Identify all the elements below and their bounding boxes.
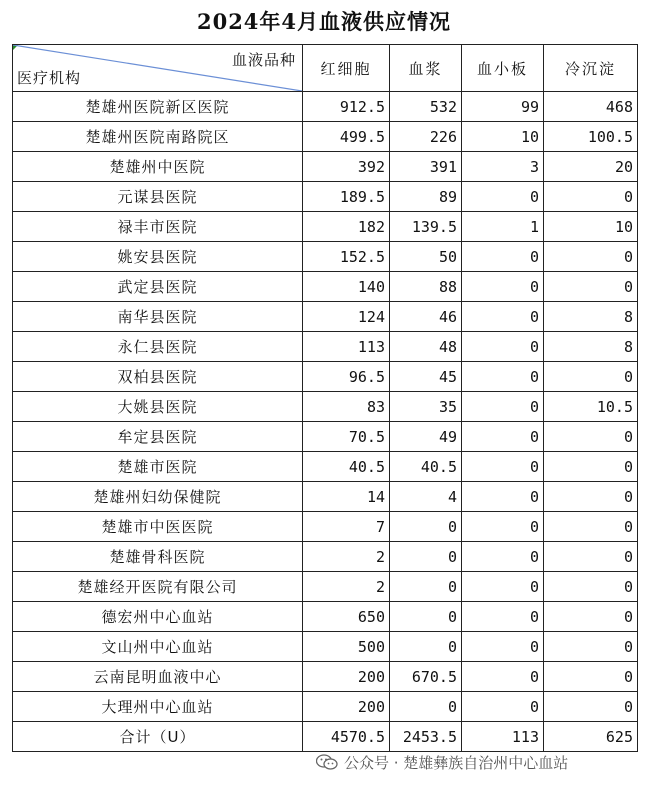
- value-cell-cryoprecipitate: 0: [544, 362, 638, 392]
- wechat-icon: [316, 754, 338, 770]
- value-cell-red-cells: 182: [303, 212, 390, 242]
- value-cell-platelets: 0: [462, 602, 544, 632]
- value-cell-plasma: 40.5: [390, 452, 462, 482]
- table-row: [13, 632, 638, 662]
- value-cell-platelets: 0: [462, 422, 544, 452]
- institution-name-cell: 楚雄经开医院有限公司: [13, 572, 303, 602]
- institution-name-cell: 楚雄市中医医院: [13, 512, 303, 542]
- value-cell-platelets: 0: [462, 242, 544, 272]
- institution-name-cell: 双柏县医院: [13, 362, 303, 392]
- value-cell-plasma: 0: [390, 602, 462, 632]
- institution-name-cell: 楚雄州医院南路院区: [13, 122, 303, 152]
- institution-name-cell: 大姚县医院: [13, 392, 303, 422]
- value-cell-plasma: 532: [390, 92, 462, 122]
- column-header-plasma: 血浆: [390, 45, 462, 92]
- blood-supply-table: [12, 44, 638, 752]
- value-cell-platelets: 0: [462, 632, 544, 662]
- value-cell-cryoprecipitate: 0: [544, 572, 638, 602]
- value-cell-red-cells: 14: [303, 482, 390, 512]
- institution-name-cell: 牟定县医院: [13, 422, 303, 452]
- value-cell-red-cells: 650: [303, 602, 390, 632]
- value-cell-plasma: 670.5: [390, 662, 462, 692]
- page-title: 2024年4月血液供应情况: [196, 9, 452, 34]
- value-cell-red-cells: 500: [303, 632, 390, 662]
- value-cell-plasma: 0: [390, 692, 462, 722]
- institution-name-cell: 元谋县医院: [13, 182, 303, 212]
- institution-name-cell: 楚雄市医院: [13, 452, 303, 482]
- value-cell-plasma: 50: [390, 242, 462, 272]
- value-cell-plasma: 46: [390, 302, 462, 332]
- value-cell-red-cells: 200: [303, 662, 390, 692]
- value-cell-plasma: 0: [390, 542, 462, 572]
- institution-name-cell: 南华县医院: [13, 302, 303, 332]
- institution-name-cell: 禄丰市医院: [13, 212, 303, 242]
- value-cell-cryoprecipitate: 0: [544, 632, 638, 662]
- table-row: [13, 422, 638, 452]
- value-cell-plasma: 139.5: [390, 212, 462, 242]
- value-cell-platelets: 0: [462, 542, 544, 572]
- table-row: [13, 182, 638, 212]
- value-cell-cryoprecipitate: 0: [544, 512, 638, 542]
- value-cell-red-cells: 124: [303, 302, 390, 332]
- watermark: [316, 752, 568, 772]
- value-cell-red-cells: 2: [303, 572, 390, 602]
- value-cell-red-cells: 912.5: [303, 92, 390, 122]
- value-cell-cryoprecipitate: 10.5: [544, 392, 638, 422]
- institution-name-cell: 永仁县医院: [13, 332, 303, 362]
- table-row: [13, 602, 638, 632]
- value-cell-cryoprecipitate: 100.5: [544, 122, 638, 152]
- column-header-red-cells: 红细胞: [303, 45, 390, 92]
- value-cell-platelets: 0: [462, 272, 544, 302]
- institution-name-cell: 武定县医院: [13, 272, 303, 302]
- table-row: [13, 572, 638, 602]
- value-cell-cryoprecipitate: 0: [544, 542, 638, 572]
- table-row: [13, 392, 638, 422]
- value-cell-red-cells: 152.5: [303, 242, 390, 272]
- value-cell-plasma: 89: [390, 182, 462, 212]
- value-cell-platelets: 10: [462, 122, 544, 152]
- value-cell-platelets: 99: [462, 92, 544, 122]
- total-label-cell: 合计（U）: [13, 722, 303, 752]
- institution-name-cell: 楚雄州医院新区医院: [13, 92, 303, 122]
- institution-name-cell: 大理州中心血站: [13, 692, 303, 722]
- value-cell-plasma: 45: [390, 362, 462, 392]
- value-cell-plasma: 48: [390, 332, 462, 362]
- value-cell-plasma: 391: [390, 152, 462, 182]
- value-cell-platelets: 0: [462, 692, 544, 722]
- institution-name-cell: 楚雄州中医院: [13, 152, 303, 182]
- table-row: [13, 542, 638, 572]
- table-row: [13, 512, 638, 542]
- value-cell-platelets: 0: [462, 182, 544, 212]
- institution-name-cell: 云南昆明血液中心: [13, 662, 303, 692]
- table-row: [13, 152, 638, 182]
- value-cell-cryoprecipitate: 0: [544, 602, 638, 632]
- table-row: [13, 362, 638, 392]
- value-cell-red-cells: 392: [303, 152, 390, 182]
- value-cell-cryoprecipitate: 0: [544, 272, 638, 302]
- institution-name-cell: 楚雄州妇幼保健院: [13, 482, 303, 512]
- value-cell-red-cells: 113: [303, 332, 390, 362]
- value-cell-platelets: 3: [462, 152, 544, 182]
- value-cell-plasma: 0: [390, 632, 462, 662]
- value-cell-red-cells: 200: [303, 692, 390, 722]
- value-cell-platelets: 0: [462, 362, 544, 392]
- value-cell-cryoprecipitate: 625: [544, 722, 638, 752]
- value-cell-cryoprecipitate: 0: [544, 452, 638, 482]
- value-cell-cryoprecipitate: 0: [544, 242, 638, 272]
- value-cell-plasma: 0: [390, 572, 462, 602]
- table-row: [13, 272, 638, 302]
- value-cell-cryoprecipitate: 0: [544, 182, 638, 212]
- table-row: [13, 662, 638, 692]
- value-cell-platelets: 0: [462, 512, 544, 542]
- diagonal-header-cell: [13, 45, 303, 92]
- value-cell-plasma: 88: [390, 272, 462, 302]
- value-cell-platelets: 0: [462, 482, 544, 512]
- value-cell-cryoprecipitate: 0: [544, 422, 638, 452]
- institution-name-cell: 德宏州中心血站: [13, 602, 303, 632]
- institution-name-cell: 文山州中心血站: [13, 632, 303, 662]
- value-cell-red-cells: 7: [303, 512, 390, 542]
- table-row: [13, 242, 638, 272]
- table-row: [13, 482, 638, 512]
- table-header-row: [13, 45, 638, 92]
- value-cell-red-cells: 189.5: [303, 182, 390, 212]
- value-cell-plasma: 49: [390, 422, 462, 452]
- value-cell-platelets: 0: [462, 662, 544, 692]
- value-cell-platelets: 0: [462, 572, 544, 602]
- table-row: [13, 692, 638, 722]
- value-cell-red-cells: 2: [303, 542, 390, 572]
- value-cell-plasma: 4: [390, 482, 462, 512]
- value-cell-red-cells: 40.5: [303, 452, 390, 482]
- value-cell-plasma: 226: [390, 122, 462, 152]
- value-cell-red-cells: 70.5: [303, 422, 390, 452]
- value-cell-platelets: 113: [462, 722, 544, 752]
- value-cell-red-cells: 83: [303, 392, 390, 422]
- institution-header-label: 医疗机构: [17, 69, 82, 87]
- value-cell-cryoprecipitate: 8: [544, 302, 638, 332]
- watermark-text: 公众号 · 楚雄彝族自治州中心血站: [344, 753, 569, 772]
- table-row: [13, 452, 638, 482]
- value-cell-plasma: 35: [390, 392, 462, 422]
- table-row: [13, 122, 638, 152]
- value-cell-red-cells: 96.5: [303, 362, 390, 392]
- value-cell-cryoprecipitate: 10: [544, 212, 638, 242]
- value-cell-cryoprecipitate: 0: [544, 692, 638, 722]
- column-header-platelets: 血小板: [462, 45, 544, 92]
- value-cell-red-cells: 140: [303, 272, 390, 302]
- institution-name-cell: 楚雄骨科医院: [13, 542, 303, 572]
- value-cell-platelets: 0: [462, 392, 544, 422]
- total-row: [13, 722, 638, 752]
- table-row: [13, 92, 638, 122]
- value-cell-plasma: 0: [390, 512, 462, 542]
- value-cell-platelets: 0: [462, 332, 544, 362]
- table-row: [13, 302, 638, 332]
- value-cell-platelets: 1: [462, 212, 544, 242]
- value-cell-platelets: 0: [462, 452, 544, 482]
- value-cell-cryoprecipitate: 468: [544, 92, 638, 122]
- value-cell-red-cells: 499.5: [303, 122, 390, 152]
- value-cell-platelets: 0: [462, 302, 544, 332]
- value-cell-cryoprecipitate: 0: [544, 662, 638, 692]
- value-cell-cryoprecipitate: 20: [544, 152, 638, 182]
- column-header-cryoprecipitate: 冷沉淀: [544, 45, 638, 92]
- table-row: [13, 332, 638, 362]
- institution-name-cell: 姚安县医院: [13, 242, 303, 272]
- value-cell-plasma: 2453.5: [390, 722, 462, 752]
- value-cell-cryoprecipitate: 0: [544, 482, 638, 512]
- value-cell-red-cells: 4570.5: [303, 722, 390, 752]
- table-row: [13, 212, 638, 242]
- blood-type-header-label: 血液品种: [231, 51, 296, 69]
- value-cell-cryoprecipitate: 8: [544, 332, 638, 362]
